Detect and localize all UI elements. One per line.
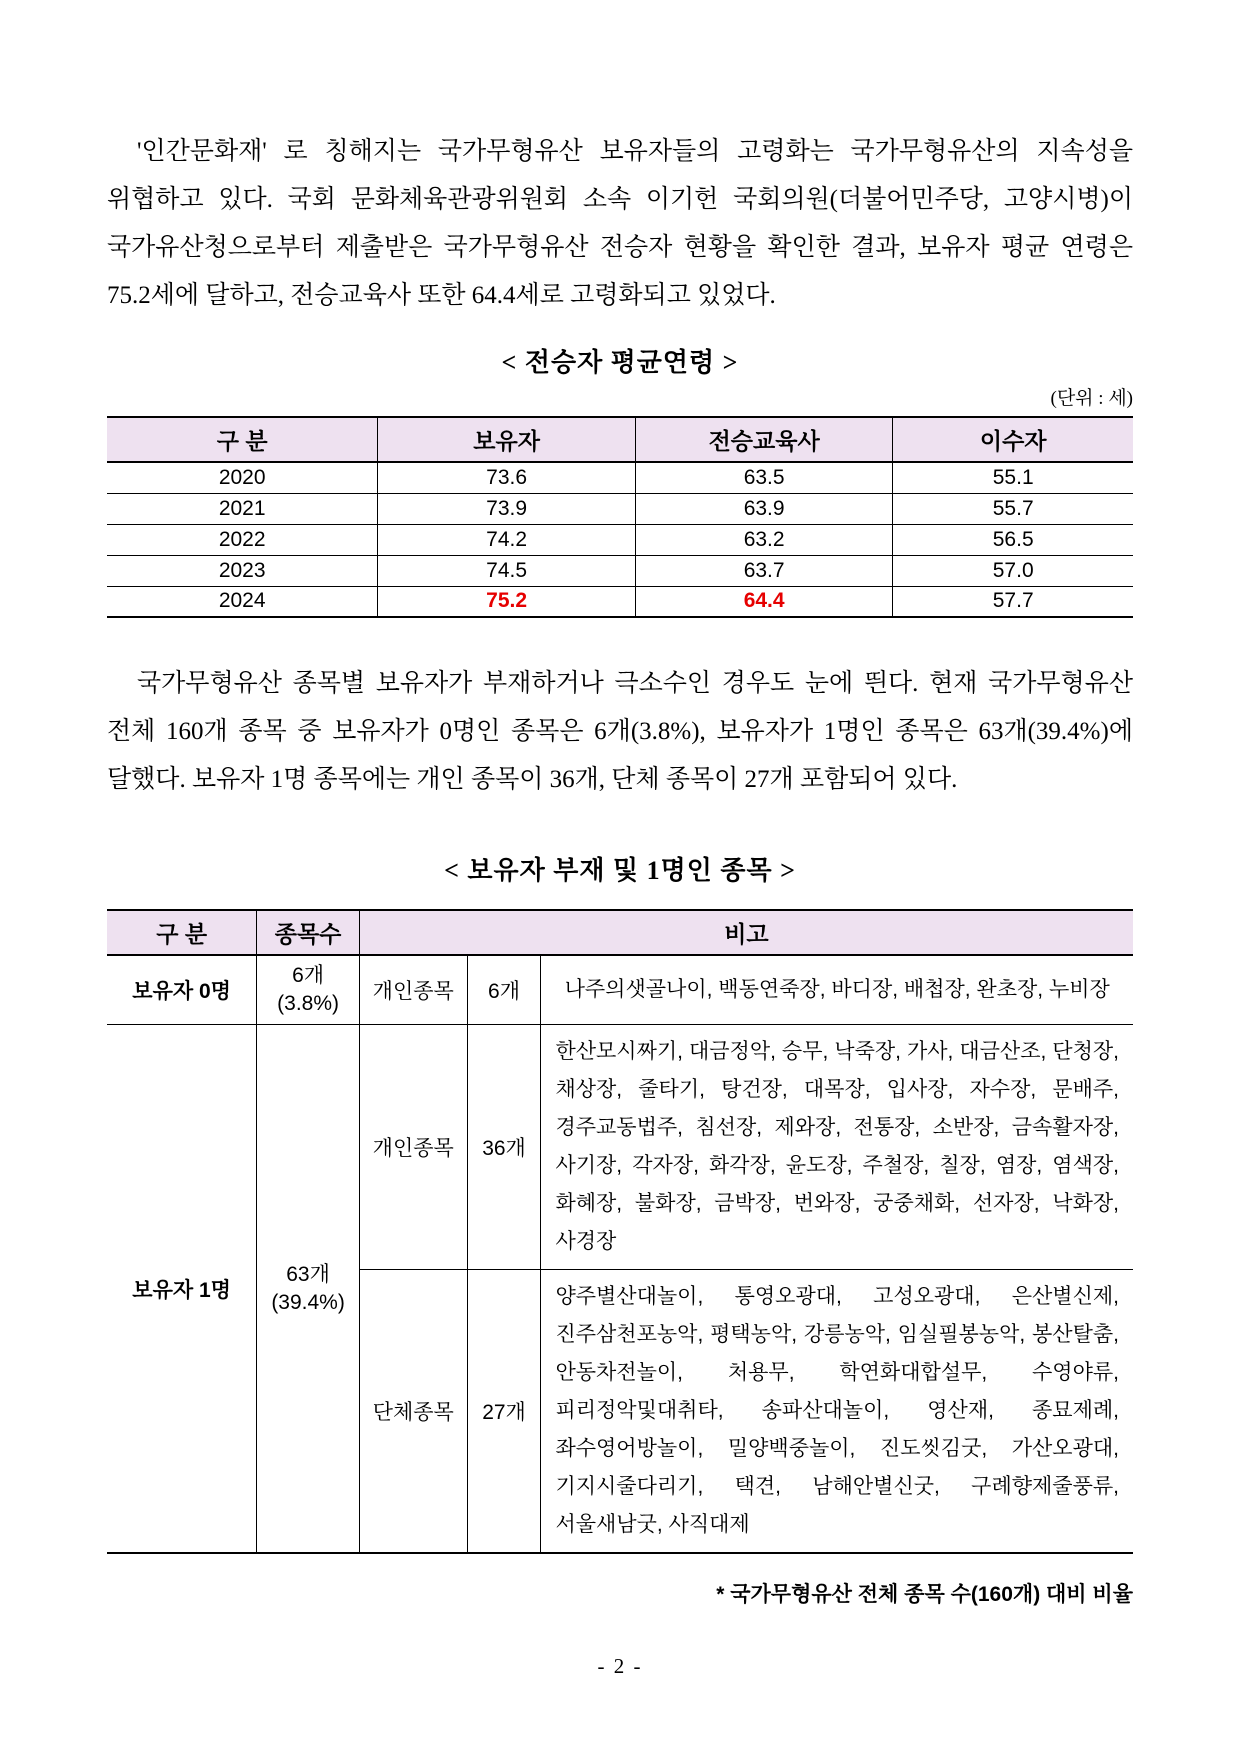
avg-age-table <box>107 416 1133 618</box>
holder-age-cell-highlighted: 75.2 <box>378 586 636 617</box>
col-header-holder: 보유자 <box>378 417 636 462</box>
educator-age-cell: 63.5 <box>635 462 893 493</box>
col-header-completer: 이수자 <box>893 417 1133 462</box>
educator-age-cell: 63.7 <box>635 555 893 586</box>
type-count: 6개 <box>467 955 541 1025</box>
table1-unit-note: (단위 : 세) <box>1050 388 1133 409</box>
page-number: - 2 - <box>597 1654 643 1678</box>
holder-age-cell: 74.5 <box>378 555 636 586</box>
group-label: 보유자 0명 <box>107 955 257 1025</box>
table-row-2024 <box>107 586 1133 617</box>
table-row-2023 <box>107 555 1133 586</box>
col-header-educator: 전승교육사 <box>635 417 893 462</box>
type-label: 단체종목 <box>359 1270 467 1554</box>
col-header-category: 구 분 <box>107 417 378 462</box>
completer-age-cell: 55.1 <box>893 462 1133 493</box>
year-cell: 2020 <box>107 462 378 493</box>
col-header-remark: 비고 <box>359 910 1133 955</box>
type-label: 개인종목 <box>359 955 467 1025</box>
count-percent: (3.8%) <box>277 992 339 1015</box>
holder-age-cell: 74.2 <box>378 524 636 555</box>
count-value: 63개 <box>286 1262 330 1286</box>
type-count: 36개 <box>467 1025 541 1270</box>
educator-age-cell: 63.9 <box>635 493 893 524</box>
items-list: 나주의샛골나이, 백동연죽장, 바디장, 배첩장, 완초장, 누비장 <box>541 955 1133 1025</box>
holder-age-cell: 73.9 <box>378 493 636 524</box>
completer-age-cell: 57.0 <box>893 555 1133 586</box>
completer-age-cell: 57.7 <box>893 586 1133 617</box>
table-row-2021 <box>107 493 1133 524</box>
count-percent: (39.4%) <box>271 1290 345 1314</box>
group-count-cell <box>257 955 360 1025</box>
paragraph-intro: '인간문화재' 로 칭해지는 국가무형유산 보유자들의 고령화는 국가무형유산의 지속성을 위협하고 있다. 국회 문화체육관광위원회 소속 이기헌 국회의원(더불어민주당, 고양시병)이 국가유산청으로부터 제출받은 국가무형유산 전승자 현황을 확인한 결과, 보유자 평균 연령은 75.2세에 달하고, 전승교육사 또한 64.4세로 고령화되고 있었다. <box>107 138 1133 309</box>
table-row-holder-one-individual <box>107 1025 1133 1270</box>
absent-holder-header-row <box>107 910 1133 955</box>
educator-age-cell: 63.2 <box>635 524 893 555</box>
table-row-2020 <box>107 462 1133 493</box>
items-list: 한산모시짜기, 대금정악, 승무, 낙죽장, 가사, 대금산조, 단청장, 채상장, 줄타기, 탕건장, 대목장, 입사장, 자수장, 문배주, 경주교동법주, 침선장, 제와장, 전통장, 소반장, 금속활자장, 사기장, 각자장, 화각장, 윤도장, 주철장, 칠장, 염장, 염색장, 화혜장, 불화장, 금박장, 번와장, 궁중채화, 선자장, 낙화장, 사경장 <box>541 1025 1133 1270</box>
avg-age-header-row <box>107 417 1133 462</box>
col-header-count: 종목수 <box>257 910 360 955</box>
footnote: * 국가무형유산 전체 종목 수(160개) 대비 비율 <box>716 1583 1133 1606</box>
table-row-2022 <box>107 524 1133 555</box>
completer-age-cell: 56.5 <box>893 524 1133 555</box>
educator-age-cell-highlighted: 64.4 <box>635 586 893 617</box>
table2-title: < 보유자 부재 및 1명인 종목 > <box>444 856 796 885</box>
group-count-cell <box>257 1025 360 1554</box>
items-list: 양주별산대놀이, 통영오광대, 고성오광대, 은산별신제, 진주삼천포농악, 평택농악, 강릉농악, 임실필봉농악, 봉산탈춤, 안동차전놀이, 처용무, 학연화대합설무, 수영야류, 피리정악및대취타, 송파산대놀이, 영산재, 종묘제례, 좌수영어방놀이, 밀양백중놀이, 진도씻김굿, 가산오광대, 기지시줄다리기, 택견, 남해안별신굿, 구례향제줄풍류, 서울새남굿, 사직대제 <box>541 1270 1133 1554</box>
col-header-category: 구 분 <box>107 910 257 955</box>
year-cell: 2023 <box>107 555 378 586</box>
paragraph-stats: 국가무형유산 종목별 보유자가 부재하거나 극소수인 경우도 눈에 띈다. 현재 국가무형유산 전체 160개 종목 중 보유자가 0명인 종목은 6개(3.8%), 보유자가 1명인 종목은 63개(39.4%)에 달했다. 보유자 1명 종목에는 개인 종목이 36개, 단체 종목이 27개 포함되어 있다. <box>107 670 1133 793</box>
table-row-holder-zero <box>107 955 1133 1025</box>
year-cell: 2021 <box>107 493 378 524</box>
group-label: 보유자 1명 <box>107 1025 257 1554</box>
completer-age-cell: 55.7 <box>893 493 1133 524</box>
type-label: 개인종목 <box>359 1025 467 1270</box>
year-cell: 2024 <box>107 586 378 617</box>
year-cell: 2022 <box>107 524 378 555</box>
absent-holder-table <box>107 909 1133 1554</box>
holder-age-cell: 73.6 <box>378 462 636 493</box>
count-value: 6개 <box>292 964 325 987</box>
table1-title: < 전승자 평균연령 > <box>501 348 739 377</box>
type-count: 27개 <box>467 1270 541 1554</box>
